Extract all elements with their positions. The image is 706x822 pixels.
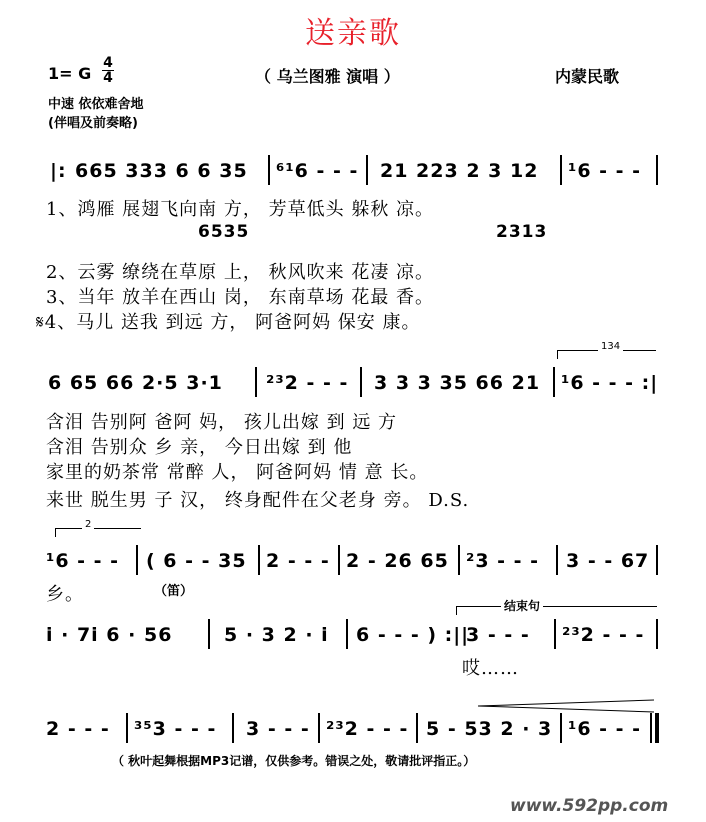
row5-measure-5: 5 - 53 2 · 3 (426, 718, 553, 740)
row1-lyric-3: 3、当年 放羊在西山 岗， 东南草场 花最 香。 (46, 287, 435, 308)
row1-measure-1: 665 333 6 6 35 (75, 160, 248, 182)
row5-measure-2: ³⁵3 - - - (134, 718, 217, 740)
row4-lyric-1: 哎…… (462, 658, 519, 679)
barline (656, 155, 658, 185)
row1-alt-notes-2: 2313 (496, 222, 548, 242)
row4-measure-1: i · 7i 6 · 56 (46, 624, 173, 646)
row1-lyric-4: 𝄋4、马儿 送我 到远 方， 阿爸阿妈 保安 康。 (36, 312, 421, 333)
row5-measure-3: 3 - - - (246, 718, 310, 740)
volta-bracket (55, 519, 141, 537)
barline (346, 619, 348, 649)
row3-measure-4: 2 - 26 65 (346, 550, 449, 572)
barline (560, 713, 562, 743)
barline (318, 713, 320, 743)
row4-measure-2: 5 · 3 2 · i (224, 624, 329, 646)
row2-lyric-1: 含泪 告别阿 爸阿 妈， 孩儿出嫁 到 远 方 (46, 412, 398, 433)
tempo-mark: 中速 依依难舍地 (48, 97, 144, 112)
footer-note: （ 秋叶起舞根据MP3记谱，仅供参考。错误之处，敬请批评指正。） (112, 754, 476, 768)
row2-measure-4: ¹6 - - - :| (561, 372, 659, 394)
barline (458, 545, 460, 575)
row3-measure-3: 2 - - - (266, 550, 330, 572)
barline (268, 155, 270, 185)
row4-measure-5: ²³2 - - - (562, 624, 645, 646)
row1-measure-3: 21 223 2 3 12 (380, 160, 539, 182)
row2-lyric-4: 来世 脱生男 子 汉， 终身配件在父老身 旁。 D.S. (46, 490, 470, 511)
barline (656, 545, 658, 575)
decrescendo-mark (476, 698, 656, 714)
barline (656, 619, 658, 649)
performance-note: (伴唱及前奏略) (48, 116, 138, 131)
row1-lyric-1: 1、鸿雁 展翅飞向南 方， 芳草低头 躲秋 凉。 (46, 199, 435, 220)
time-top: 4 (103, 55, 113, 71)
row1-lyric-2: 2、云雾 缭绕在草原 上， 秋风吹来 花凄 凉。 (46, 262, 435, 283)
row3-measure-1: ¹6 - - - (46, 550, 120, 572)
time-bottom: 4 (103, 70, 113, 86)
barline (560, 155, 562, 185)
barline (338, 545, 340, 575)
song-title: 送亲歌 (305, 16, 401, 51)
time-signature (102, 56, 114, 85)
row2-lyric-2: 含泪 告别众 乡 亲， 今日出嫁 到 他 (46, 437, 353, 458)
barline (255, 367, 257, 397)
barline (553, 367, 555, 397)
row4-measure-4: 3 - - - (466, 624, 530, 646)
watermark: www.592pp.com (510, 796, 669, 816)
row5-measure-1: 2 - - - (46, 718, 110, 740)
row1-measure-2: ⁶¹6 - - - (276, 160, 359, 182)
volta-label: 134 (598, 341, 623, 352)
row4-measure-3: 6 - - - ) :|| (356, 624, 470, 646)
key-signature: 1= G (48, 64, 92, 83)
row2-measure-1: 6 65 66 2·5 3·1 (48, 372, 223, 394)
barline (554, 619, 556, 649)
barline (208, 619, 210, 649)
barline (232, 713, 234, 743)
row1-repeat-start: |: (50, 160, 67, 182)
volta-bracket (557, 341, 656, 359)
barline (556, 545, 558, 575)
row1-measure-4: ¹6 - - - (568, 160, 642, 182)
barline (136, 545, 138, 575)
row3-measure-5: ²3 - - - (466, 550, 540, 572)
barline (126, 713, 128, 743)
coda-bracket (456, 599, 657, 615)
row3-measure-6: 3 - - 67 (566, 550, 650, 572)
row2-measure-2: ²³2 - - - (266, 372, 349, 394)
coda-label: 结束句 (501, 597, 543, 614)
barline (366, 155, 368, 185)
barline (416, 713, 418, 743)
barline (258, 545, 260, 575)
final-barline-thick (655, 713, 659, 743)
flute-note: （笛） (154, 584, 194, 599)
row1-alt-notes-1: 6535 (198, 222, 250, 242)
final-barline-thin (650, 713, 652, 743)
row2-lyric-3: 家里的奶茶常 常醉 人， 阿爸阿妈 情 意 长。 (46, 462, 429, 483)
row3-lyric-1: 乡。 (46, 584, 84, 605)
row2-measure-3: 3 3 3 35 66 21 (374, 372, 541, 394)
row5-measure-4: ²³2 - - - (326, 718, 409, 740)
volta-label: 2 (82, 519, 94, 530)
genre: 内蒙民歌 (555, 67, 620, 86)
row3-measure-2: ( 6 - - 35 (146, 550, 247, 572)
performer: （ 乌兰图雅 演唱 ） (255, 67, 400, 86)
row5-measure-6: ¹6 - - - (568, 718, 642, 740)
barline (360, 367, 362, 397)
